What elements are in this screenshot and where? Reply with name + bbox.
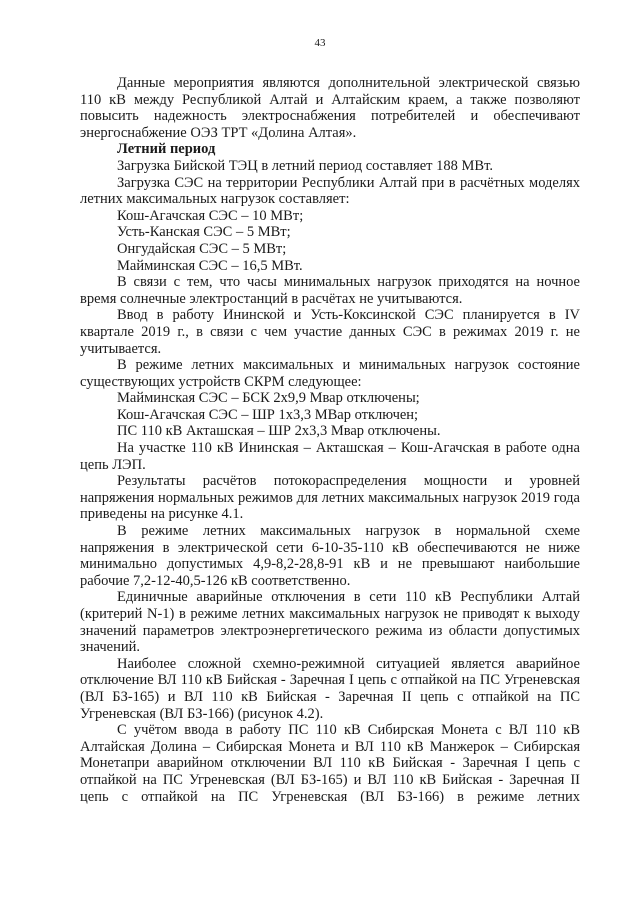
section-heading-summer-period: Летний период bbox=[117, 141, 216, 158]
list-item-aktash-shr: ПС 110 кВ Акташская – ШР 2х3,3 Мвар отключены. bbox=[117, 423, 441, 440]
paragraph-n-1-criterion: Единичные аварийные отключения в сети 110 кВ Республики Алтай (критерий N-1) в режиме летних максимальных нагрузок не приводят к выходу значений параметров электроэнергетического режима из области допустимых значений. bbox=[80, 589, 580, 656]
paragraph-voltage-limits: В режиме летних максимальных нагрузок в нормальной схеме напряжения в электрической сети 6-10-35-110 кВ обеспечиваются не ниже минимально допустимых 4,9-8,2-28,8-91 кВ и не превышают наибольшие рабочие 7,2-12-40,5-126 кВ соответственно. bbox=[80, 523, 580, 589]
paragraph-biysk-tec-load: Загрузка Бийской ТЭЦ в летний период составляет 188 МВт. bbox=[117, 157, 493, 174]
paragraph-new-ses-commissioning: Ввод в работу Ининской и Усть-Коксинской СЭС планируется в IV квартале 2019 г., в связи с чем участие данных СЭС в режимах 2019 г. не учитывается. bbox=[80, 307, 580, 357]
list-item-maima-ses: Майминская СЭС – 16,5 МВт. bbox=[117, 257, 303, 274]
page-number: 43 bbox=[314, 37, 326, 49]
paragraph-sibirskaya-moneta: С учётом ввода в работу ПС 110 кВ Сибирская Монета с ВЛ 110 кВ Алтайская Долина – Сибирская Монета и ВЛ 110 кВ Манжерок – Сибирская Монетапри аварийном отключении ВЛ 110 кВ Бийская - Заречная I цепь с отпайкой на ПС Угреневская (ВЛ БЗ-165) и ВЛ 110 кВ Бийская - Заречная II цепь с отпайкой на ПС Угреневская (ВЛ БЗ-166) в режиме летних bbox=[80, 722, 580, 805]
paragraph-worst-case-outage: Наиболее сложной схемно-режимной ситуацией является аварийное отключение ВЛ 110 кВ Бийская - Заречная I цепь с отпайкой на ПС Угреневская (ВЛ БЗ-165) и ВЛ 110 кВ Бийская - Заречная II цепь с отпайкой на ПС Угреневская (ВЛ БЗ-166) (рисунок 4.2). bbox=[80, 655, 580, 722]
list-item-ust-kan-ses: Усть-Канская СЭС – 5 МВт; bbox=[117, 224, 291, 241]
paragraph-interconnection: Данные мероприятия являются дополнительной электрической связью 110 кВ между Республикой Алтай и Алтайским краем, а также позволяют повысить надежность электроснабжения потребителей и обеспечивают энергоснабжение ОЭЗ ТРТ «Долина Алтая». bbox=[80, 75, 580, 141]
list-item-kosh-agach-ses: Кош-Агачская СЭС – 10 МВт; bbox=[117, 207, 304, 224]
paragraph-skrm-state-intro: В режиме летних максимальных и минимальных нагрузок состояние существующих устройств СКРМ следующее: bbox=[80, 357, 580, 390]
document-body bbox=[80, 75, 580, 805]
list-item-kosh-agach-shr: Кош-Агачская СЭС – ШР 1х3,3 МВар отключен; bbox=[117, 406, 419, 423]
paragraph-results-figure-4-1: Результаты расчётов потокораспределения мощности и уровней напряжения нормальных режимов для летних максимальных нагрузок 2019 года приведены на рисунке 4.1. bbox=[80, 473, 580, 523]
paragraph-single-circuit: На участке 110 кВ Ининская – Акташская – Кош-Агачская в работе одна цепь ЛЭП. bbox=[80, 440, 580, 473]
list-item-ongudai-ses: Онгудайская СЭС – 5 МВт; bbox=[117, 240, 287, 257]
list-item-maima-bsk: Майминская СЭС – БСК 2х9,9 Мвар отключены; bbox=[117, 390, 420, 407]
paragraph-solar-load-intro: Загрузка СЭС на территории Республики Алтай при в расчётных моделях летних максимальных нагрузок составляет: bbox=[80, 174, 580, 208]
paragraph-night-hours: В связи с тем, что часы минимальных нагрузок приходятся на ночное время солнечные электростанций в расчётах не учитываются. bbox=[80, 274, 580, 307]
